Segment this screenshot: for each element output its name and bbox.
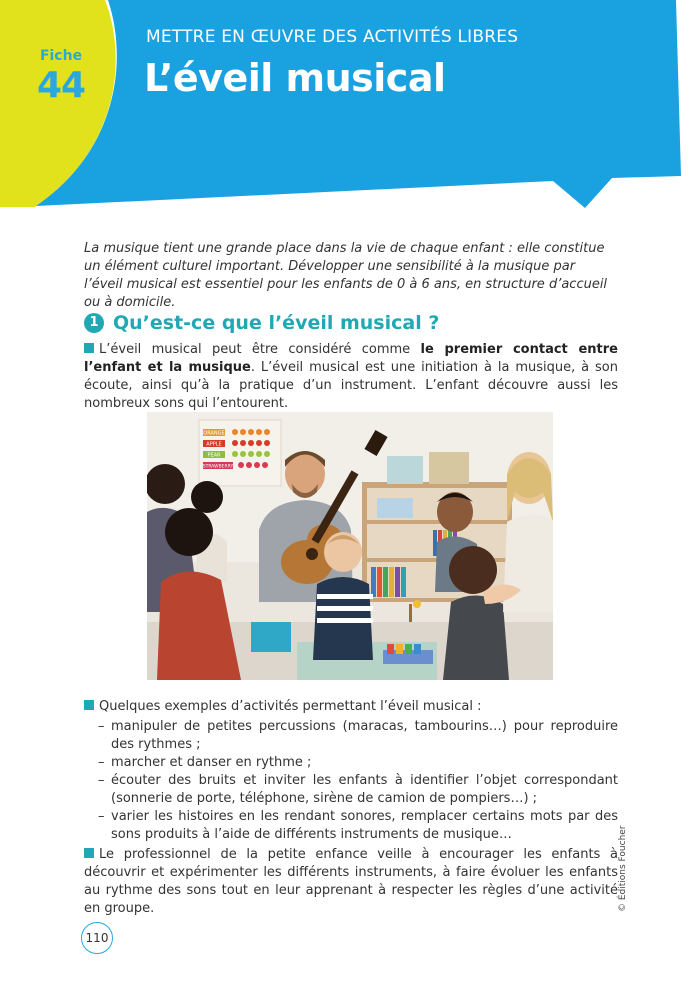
paragraph-bold-text: le premier contact entre l’enfant et la musique: [84, 342, 619, 375]
professional-paragraph: [84, 846, 618, 918]
list-intro-text: Quelques exemples d’activités permettant l’éveil musical :: [99, 699, 482, 714]
intro-paragraph: La musique tient une grande place dans la vie de chaque enfant : elle constitue un élément culturel important. Développer une sensibilité à la musique par l’éveil musical est essentiel pour les enfants de 0 à 6 ans, en structure d’accueil ou à domicile.: [84, 241, 608, 310]
dash-bullet-icon: –: [98, 809, 105, 824]
dash-bullet-icon: –: [98, 755, 105, 770]
definition-paragraph: [84, 341, 618, 413]
fiche-label: Fiche: [39, 48, 83, 64]
bullet-square-icon: [84, 343, 94, 353]
fruit-poster: [199, 420, 281, 486]
page-number: 110: [81, 922, 113, 954]
paragraph-text: . L’éveil musical est une initiation à la musique, à son écoute, ainsi qu’à la pratique d’un instrument. L’enfant découvre aussi les nombreux sons qui l’entourent.: [84, 360, 618, 411]
list-item: [84, 808, 618, 844]
poster-word: APPLE: [206, 441, 222, 448]
list-item-text: manipuler de petites percussions (maracas, tambourins…) pour reproduire des rythmes ;: [111, 719, 618, 752]
list-item-text: varier les histoires en les rendant sonores, remplacer certains mots par des sons produits à l’aide de différents instruments de musique…: [111, 809, 618, 842]
poster-word: PEAR: [207, 452, 221, 459]
chapter-kicker: METTRE EN ŒUVRE DES ACTIVITÉS LIBRES: [146, 27, 519, 47]
page-title: L’éveil musical: [144, 56, 446, 100]
dash-bullet-icon: –: [98, 719, 105, 734]
bullet-square-icon: [84, 848, 94, 858]
paragraph-text: Le professionnel de la petite enfance veille à encourager les enfants à découvrir et expérimenter les différents instruments, à faire évoluer les enfants au rythme des sons tout en leur apprenant à respecter les règles d’une activité en groupe.: [84, 847, 618, 916]
toy-box: [251, 622, 291, 652]
list-item-text: écouter des bruits et inviter les enfants à identifier l’objet correspondant (sonnerie de porte, téléphone, sirène de camion de pompiers…) ;: [111, 773, 618, 806]
poster-word: ORANGE: [203, 430, 225, 437]
list-item: [84, 772, 618, 808]
dash-bullet-icon: –: [98, 773, 105, 788]
music-class-photo: [147, 412, 553, 680]
section-title: Qu’est-ce que l’éveil musical ?: [113, 312, 440, 334]
poster-word: STRAWBERRY: [202, 464, 234, 470]
activity-list: [84, 718, 618, 844]
fiche-number: 44: [36, 65, 86, 106]
list-item: [84, 718, 618, 754]
activity-examples: [84, 698, 618, 844]
paragraph-text: L’éveil musical peut être considéré comme: [99, 342, 421, 357]
maraca: [413, 600, 421, 608]
list-intro: [84, 698, 618, 716]
list-item-text: marcher et danser en rythme ;: [111, 755, 312, 770]
list-item: [84, 754, 618, 772]
bullet-square-icon: [84, 700, 94, 710]
copyright-notice: © Éditions Foucher: [618, 825, 628, 912]
section-number-badge: 1: [84, 313, 104, 333]
